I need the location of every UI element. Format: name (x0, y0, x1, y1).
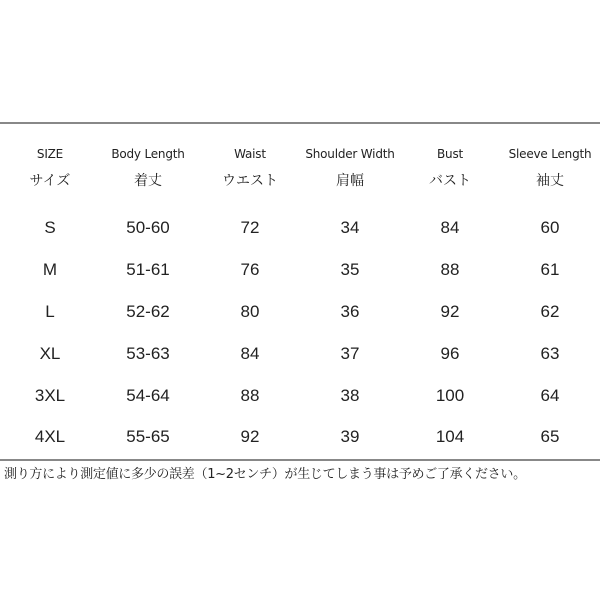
table-cell: L (45, 302, 55, 321)
table-cell: XL (39, 344, 61, 363)
table-cell: 61 (540, 260, 560, 279)
header-jp: バスト (429, 173, 471, 189)
table-cell: 38 (340, 386, 360, 405)
header-en: Body Length (111, 147, 185, 161)
table-cell: 72 (240, 218, 260, 237)
header-jp: 着丈 (134, 173, 162, 189)
header-en: Shoulder Width (305, 147, 395, 161)
table-cell: 52-62 (126, 302, 170, 321)
table-cell: 92 (240, 427, 260, 446)
measurement-note: 測り方により測定値に多少の誤差（1~2センチ）が生じてしまう事は予めご了承ください。 (4, 467, 526, 482)
table-cell: 51-61 (126, 260, 170, 279)
table-cell: S (44, 218, 56, 237)
table-cell: 80 (240, 302, 260, 321)
bottom-divider (0, 459, 600, 461)
table-cell: 92 (440, 302, 460, 321)
header-en: Bust (437, 147, 463, 161)
table-cell: 3XL (34, 386, 66, 405)
table-cell: 34 (340, 218, 360, 237)
header-en: Waist (234, 147, 266, 161)
table-cell: M (42, 260, 58, 279)
table-cell: 53-63 (126, 344, 170, 363)
table-cell: 88 (440, 260, 460, 279)
table-cell: 64 (540, 386, 560, 405)
table-cell: 84 (440, 218, 460, 237)
header-jp: サイズ (29, 173, 71, 189)
table-cell: 88 (240, 386, 260, 405)
header-en: Sleeve Length (508, 147, 592, 161)
table-cell: 104 (435, 427, 465, 446)
header-jp: ウエスト (222, 173, 278, 189)
header-jp: 袖丈 (536, 173, 564, 189)
table-cell: 76 (240, 260, 260, 279)
header-jp: 肩幅 (336, 173, 364, 189)
table-cell: 35 (340, 260, 360, 279)
table-cell: 55-65 (126, 427, 170, 446)
table-cell: 63 (540, 344, 560, 363)
table-cell: 96 (440, 344, 460, 363)
table-cell: 4XL (34, 427, 66, 446)
table-cell: 50-60 (126, 218, 170, 237)
header-en: SIZE (36, 147, 64, 161)
table-cell: 36 (340, 302, 360, 321)
top-divider (0, 122, 600, 124)
table-cell: 100 (435, 386, 465, 405)
table-cell: 65 (540, 427, 560, 446)
table-cell: 84 (240, 344, 260, 363)
table-cell: 60 (540, 218, 560, 237)
table-cell: 37 (340, 344, 360, 363)
table-cell: 54-64 (126, 386, 170, 405)
table-cell: 62 (540, 302, 560, 321)
table-cell: 39 (340, 427, 360, 446)
